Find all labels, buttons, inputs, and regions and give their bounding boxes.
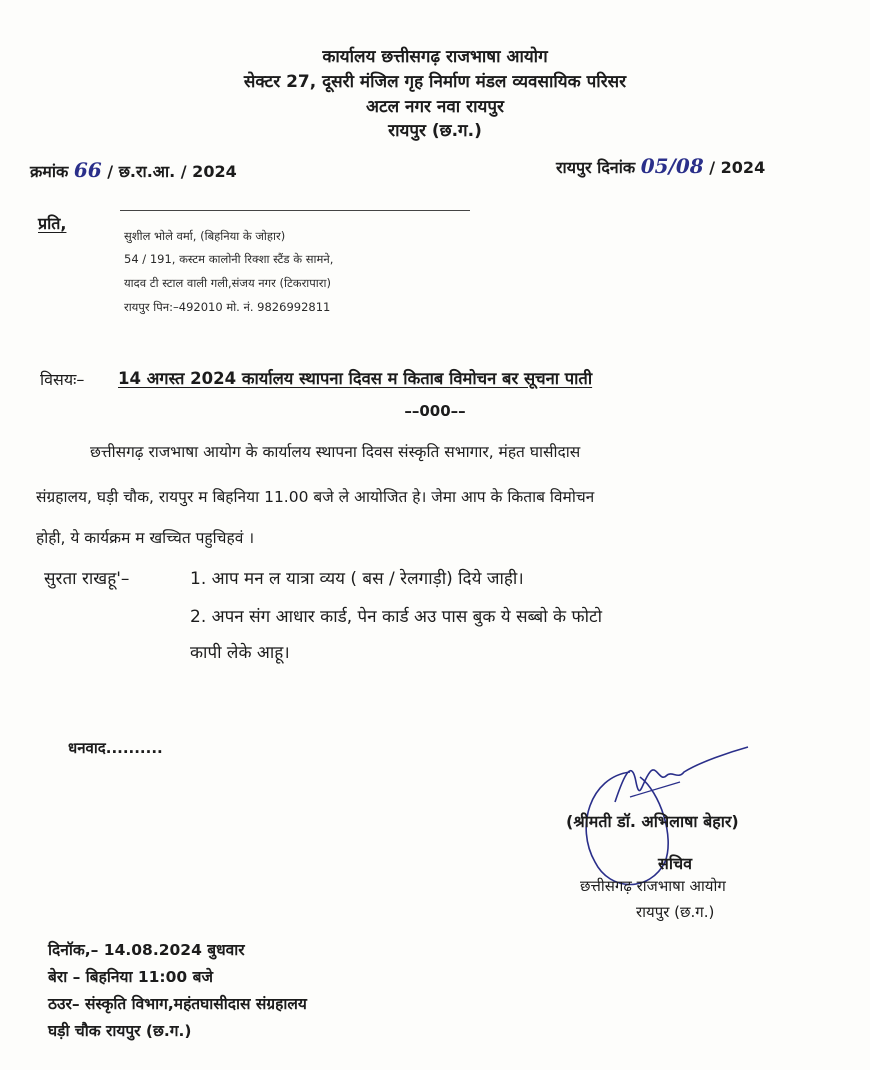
body-paragraph-line: छत्तीसगढ़ राजभाषा आयोग के कार्यालय स्थापना दिवस संस्कृति सभागार, मंहत घासीदास [90,443,581,461]
event-time: बेरा – बिहनिया 11:00 बजे [48,968,213,986]
recipient-line: सुशील भोले वर्मा, (बिहनिया के जोहार) [124,229,286,243]
letterhead-address: सेक्टर 27, दूसरी मंजिल गृह निर्माण मंडल व्यवसायिक परिसर [243,72,627,92]
recipient-label: प्रति, [38,214,67,233]
ref-number-handwritten: 66 [73,158,102,182]
ref-number-line [30,158,237,182]
thanks: धनवाद.......... [68,739,163,757]
reminders-label: सुरता राखहू'– [44,569,130,589]
signer-designation: सचिव [658,854,693,873]
subject-label: विसयः– [40,370,85,389]
reminder-item-continued: कापी लेके आहू। [190,643,290,663]
recipient-line: यादव टी स्टाल वाली गली,संजय नगर (टिकरापारा) [124,276,331,290]
letterhead-address-2: अटल नगर नवा रायपुर [366,97,504,117]
ref-date-year: / 2024 [709,158,766,177]
event-date: दिनॉक,– 14.08.2024 बुधवार [48,941,245,959]
body-paragraph-line: संग्रहालय, घड़ी चौक, रायपुर म बिहनिया 11.00 बजे ले आयोजित हे। जेमा आप के किताब विमोचन [36,488,595,506]
ref-date-label: रायपुर दिनांक [556,158,636,177]
recipient-line: 54 / 191, कस्टम कालोनी रिक्शा स्टैंड के सामने, [124,252,334,266]
ref-date-handwritten: 05/08 [640,154,704,178]
reminder-item: 2. अपन संग आधार कार्ड, पेन कार्ड अउ पास बुक ये सब्बो के फोटो [190,607,602,627]
ref-date-line [556,154,765,178]
recipient-rule [120,210,470,211]
body-paragraph-line: होही, ये कार्यक्रम म खच्चित पहुचिहवं । [36,529,255,547]
event-venue-continued: घड़ी चौक रायपुर (छ.ग.) [48,1022,192,1040]
signer-city: रायपुर (छ.ग.) [636,903,715,921]
ref-prefix: क्रमांक [30,162,69,181]
event-venue: ठउर– संस्कृति विभाग,महंतघासीदास संग्रहालय [48,995,307,1013]
reminder-item: 1. आप मन ल यात्रा व्यय ( बस / रेलगाड़ी) दिये जाही। [190,569,524,589]
letterhead-office: कार्यालय छत्तीसगढ़ राजभाषा आयोग [322,47,548,67]
recipient-line: रायपुर पिन:–492010 मो. नं. 9826992811 [124,300,331,314]
signer-org: छत्तीसगढ़ राजभाषा आयोग [580,877,726,895]
letterhead-city: रायपुर (छ.ग.) [388,121,482,141]
subject-separator: ––000–– [404,402,466,420]
subject-text: 14 अगस्त 2024 कार्यालय स्थापना दिवस म किताब विमोचन बर सूचना पाती [118,369,593,388]
signer-name: (श्रीमती डॉ. अभिलाषा बेहार) [566,812,739,831]
ref-suffix: / छ.रा.आ. / 2024 [107,162,237,181]
